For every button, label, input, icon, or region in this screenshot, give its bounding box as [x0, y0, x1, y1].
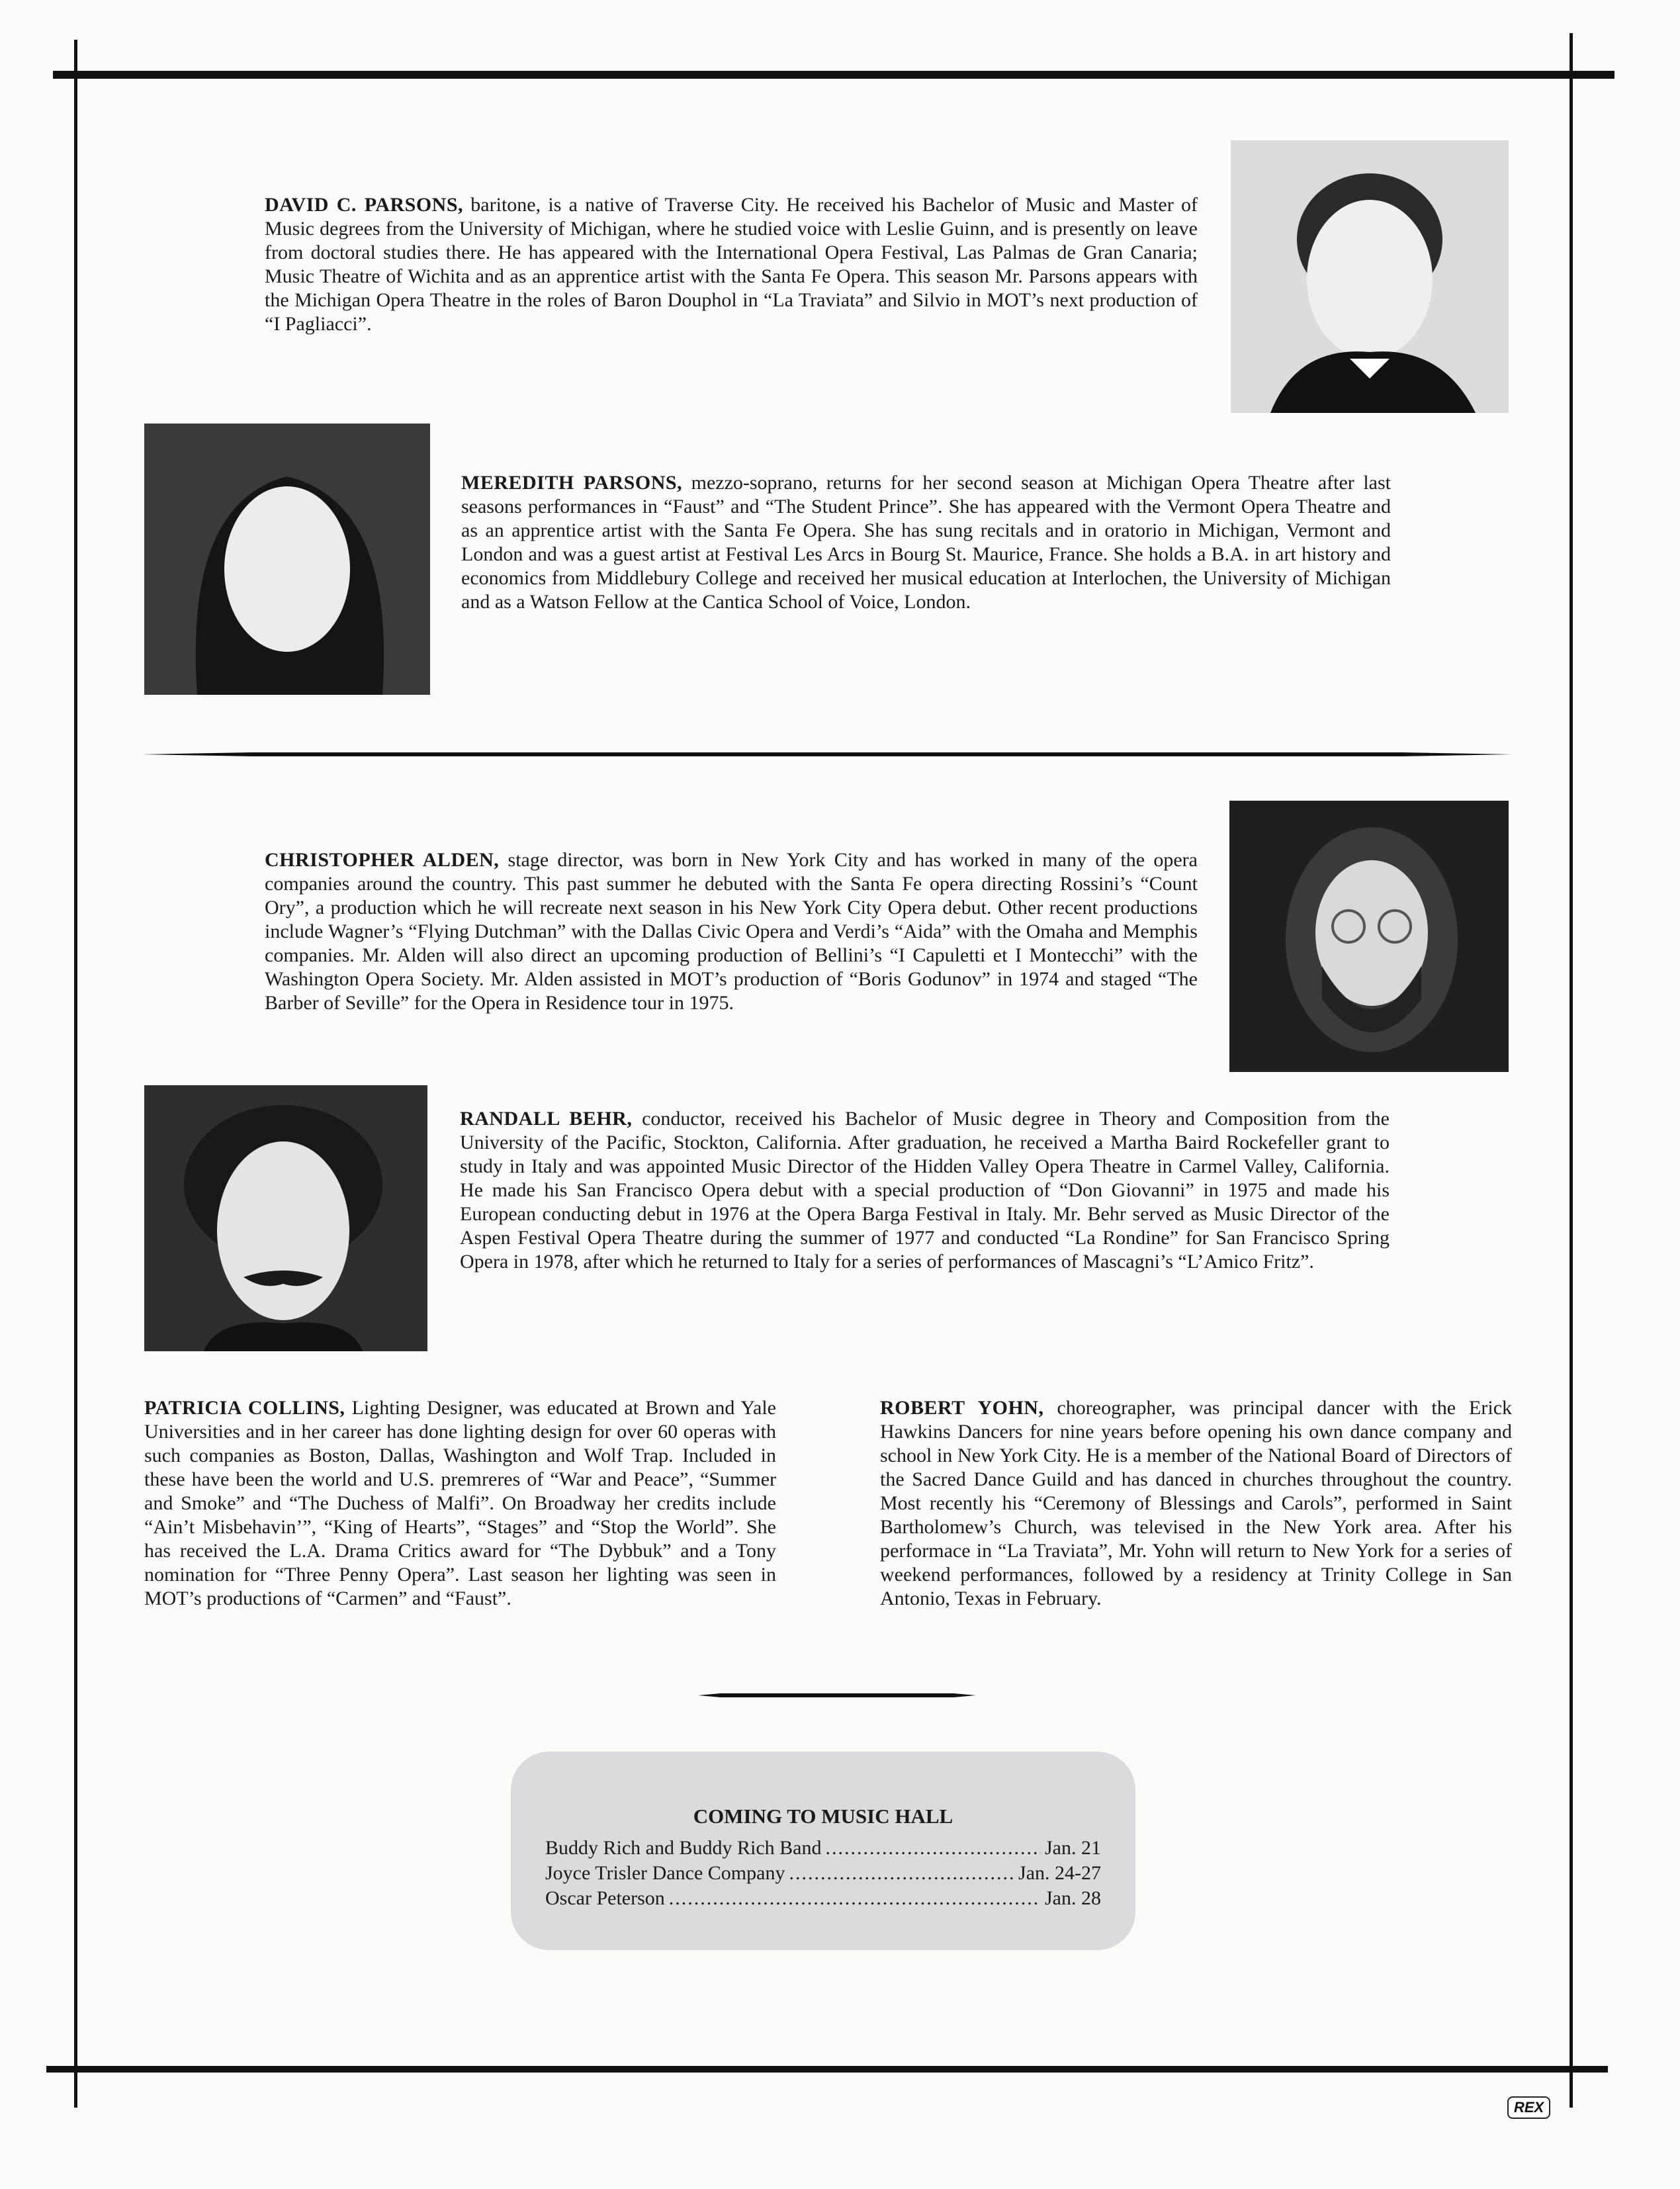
- coming-to-music-hall-box: [511, 1752, 1135, 1950]
- bio-text: baritone, is a native of Traverse City. He received his Bachelor of Music and Master of Music degrees from the University of Michigan, where he studied voice with Leslie Guinn, and is presently on leave from doctoral studies there. He has appeared with the International Opera Festival, Las Palmas de Gran Canaria; Music Theatre of Wichita and as an apprentice artist with the Santa Fe Opera. This season Mr. Parsons appears with the Michigan Opera Theatre in the roles of Baron Douphol in “La Traviata” and Silvio in MOT’s next production of “I Pagliacci”.: [265, 194, 1198, 335]
- bio-meredith-parsons: [461, 471, 1391, 614]
- leader-dots: [669, 1886, 1041, 1911]
- portrait-placeholder-icon: [1229, 801, 1509, 1072]
- event-date: Jan. 21: [1045, 1837, 1101, 1859]
- leader-dots: [825, 1836, 1041, 1861]
- bio-text: mezzo-soprano, returns for her second season at Michigan Opera Theatre after last seasons performances in “Faust” and “The Student Prince”. She has appeared with the Vermont Opera Theatre and as an apprentice artist with the Santa Fe Opera. She has sung recitals and in oratorio in Michigan, Vermont and London and was a guest artist at Festival Les Arcs in Bourg St. Maurice, France. She holds a B.A. in art history and economics from Middlebury College and received her musical education at Interlochen, the University of Michigan and as a Watson Fellow at the Cantica School of Voice, London.: [461, 472, 1391, 613]
- event-name: Joyce Trisler Dance Company: [545, 1862, 785, 1884]
- event-name: Oscar Peterson: [545, 1887, 665, 1909]
- bio-randall-behr: [460, 1107, 1390, 1274]
- bio-name: MEREDITH PARSONS,: [461, 472, 683, 494]
- list-item: [545, 1836, 1101, 1861]
- bio-text: stage director, was born in New York City and has worked in many of the opera companies around the country. This past summer he debuted with the Santa Fe opera directing Rossini’s “Count Ory”, a production which he will recreate next season in his New York City Opera debut. Other recent productions include Wagner’s “Flying Dutchman” with the Dallas Civic Opera and Verdi’s “Aida” with the Omaha and Memphis companies. Mr. Alden will also direct an upcoming production of Bellini’s “I Capuletti et I Montecchi” with the Washington Opera Society. Mr. Alden assisted in MOT’s production of “Boris Godunov” in 1974 and staged “The Barber of Seville” for the Opera in Residence tour in 1975.: [265, 849, 1198, 1014]
- event-date: Jan. 24-27: [1018, 1862, 1101, 1884]
- bio-robert-yohn: [880, 1396, 1512, 1611]
- small-divider: [698, 1692, 976, 1699]
- bio-name: ROBERT YOHN,: [880, 1397, 1044, 1419]
- bottom-border-rule: [46, 2066, 1608, 2073]
- photo-christopher-alden: [1229, 801, 1509, 1072]
- right-border-rule: [1569, 33, 1573, 2108]
- bio-christopher-alden: [265, 848, 1198, 1015]
- bio-name: CHRISTOPHER ALDEN,: [265, 849, 500, 871]
- photo-meredith-parsons: [144, 424, 430, 695]
- top-border-rule: [53, 71, 1614, 79]
- portrait-placeholder-icon: [144, 1085, 427, 1351]
- section-divider: [142, 751, 1512, 758]
- event-name: Buddy Rich and Buddy Rich Band: [545, 1837, 822, 1859]
- bio-patricia-collins: [144, 1396, 776, 1611]
- bio-text: conductor, received his Bachelor of Music degree in Theory and Composition from the University of the Pacific, Stockton, California. After graduation, he received a Martha Baird Rockefeller grant to study in Italy and was appointed Music Director of the Hidden Valley Opera Theatre in Carmel Valley, California. He made his San Francisco Opera debut with a special production of “Don Giovanni” in 1975 and made his European conducting debut in 1976 at the Opera Barga Festival in Italy. Mr. Behr served as Music Director of the Aspen Festival Opera Theatre during the summer of 1977 and conducted “La Rondine” for San Francisco Spring Opera in 1978, after which he returned to Italy for a series of performances of Mascagni’s “L’Amico Fritz”.: [460, 1108, 1390, 1273]
- coming-title: COMING TO MUSIC HALL: [693, 1805, 953, 1828]
- portrait-placeholder-icon: [1231, 140, 1509, 413]
- bio-text: Lighting Designer, was educated at Brown and Yale Universities and in her career has done lighting design for over 60 operas with such companies as Boston, Dallas, Washington and Wolf Trap. Included in these have been the world and U.S. premreres of “War and Peace”, “Summer and Smoke” and “The Duchess of Malfi”. On Broadway her credits include “Ain’t Misbehavin’”, “King of Hearts”, “Stages” and “Stop the World”. She has received the L.A. Drama Critics award for “The Dybbuk” and a Tony nomination for “Three Penny Opera”. Last season her lighting was seen in MOT’s productions of “Carmen” and “Faust”.: [144, 1397, 776, 1609]
- bio-name: PATRICIA COLLINS,: [144, 1397, 345, 1419]
- photo-randall-behr: [144, 1085, 427, 1351]
- leader-dots: [789, 1861, 1014, 1886]
- bio-name: RANDALL BEHR,: [460, 1108, 633, 1130]
- left-border-rule: [74, 40, 77, 2108]
- list-item: [545, 1886, 1101, 1911]
- coming-list: [545, 1836, 1101, 1911]
- bio-name: DAVID C. PARSONS,: [265, 194, 464, 216]
- event-date: Jan. 28: [1045, 1887, 1101, 1909]
- photo-david-parsons: [1231, 140, 1509, 413]
- list-item: [545, 1861, 1101, 1886]
- bio-david-parsons: [265, 193, 1198, 336]
- portrait-placeholder-icon: [144, 424, 430, 695]
- printer-stamp: REX: [1507, 2096, 1550, 2119]
- bio-text: choreographer, was principal dancer with the Erick Hawkins Dancers for nine years before opening his own dance company and school in New York City. He is a member of the National Board of Directors of the Sacred Dance Guild and has danced in churches throughout the country. Most recently his “Ceremony of Blessings and Carols”, performed in Saint Bartholomew’s Church, was televised in the New York area. After his performace in “La Traviata”, Mr. Yohn will return to New York for a series of weekend performances, followed by a residency at Trinity College in San Antonio, Texas in February.: [880, 1397, 1513, 1609]
